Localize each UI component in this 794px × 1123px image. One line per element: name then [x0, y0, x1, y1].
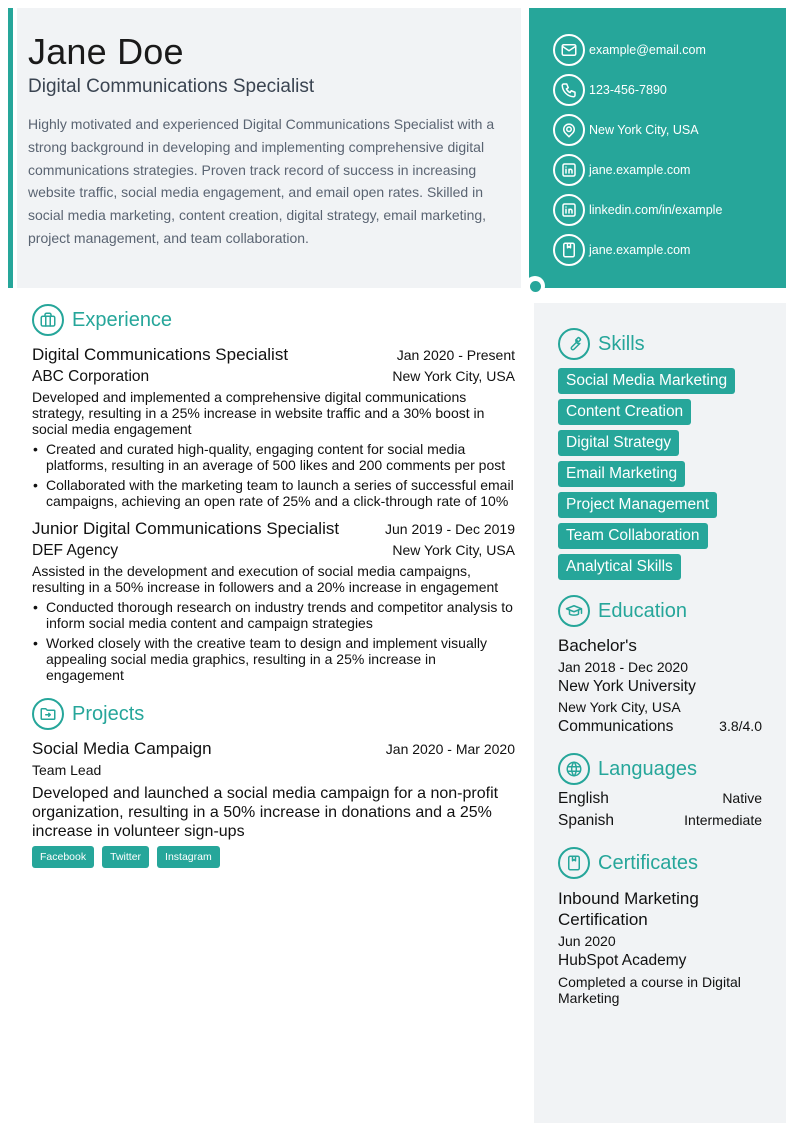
linkedin-icon	[553, 154, 585, 186]
certificate-icon	[558, 847, 590, 879]
main-column	[32, 303, 515, 868]
education-dates: Jan 2018 - Dec 2020	[558, 659, 688, 675]
contact-location	[529, 110, 786, 150]
certificate-name: Inbound Marketing Certification	[558, 889, 699, 929]
skill-chip: Content Creation	[558, 399, 691, 425]
languages-list	[558, 790, 762, 830]
education-location: New York City, USA	[558, 699, 681, 715]
skill-chip: Social Media Marketing	[558, 368, 735, 394]
contact-phone-text: 123-456-7890	[589, 83, 667, 97]
language-level: Native	[722, 790, 762, 806]
project-entry	[32, 739, 515, 868]
language-name: Spanish	[558, 812, 615, 829]
project-tag: Instagram	[157, 846, 220, 868]
job-dates: Jan 2020 - Present	[396, 347, 515, 363]
experience-heading	[32, 303, 515, 337]
languages-heading	[558, 752, 762, 786]
sidebar	[534, 303, 786, 1123]
candidate-name: Jane Doe	[28, 31, 184, 72]
education-title: Education	[598, 599, 687, 622]
contact-linkedin[interactable]	[529, 190, 786, 230]
phone-icon	[553, 74, 585, 106]
job-bullet: • Collaborated with the marketing team to launch a series of successful email campaigns, achieving an open rate of 25% and a click-through rate of 10%	[32, 477, 515, 509]
contact-linkedin-text: linkedin.com/in/example	[589, 203, 723, 217]
education-entry	[558, 636, 762, 736]
education-school: New York University	[558, 678, 696, 695]
job-company: DEF Agency	[32, 542, 119, 559]
job-bullet: • Created and curated high-quality, engaging content for social media platforms, resulting in an average of 500 likes and 200 comments per post	[32, 441, 515, 473]
globe-icon	[558, 753, 590, 785]
project-dates: Jan 2020 - Mar 2020	[385, 741, 515, 757]
header-accent-bar	[8, 8, 13, 288]
website-icon	[553, 234, 585, 266]
job-bullet: • Conducted thorough research on industry trends and competitor analysis to inform social media content and campaign strategies	[32, 599, 515, 631]
skill-chip: Team Collaboration	[558, 523, 708, 549]
certificates-title: Certificates	[598, 851, 699, 874]
contact-phone[interactable]	[529, 70, 786, 110]
job-summary: Assisted in the development and execution of social media campaigns, resulting in a 50% increase in followers and a 20% increase in engagement	[32, 563, 499, 595]
education-gpa: 3.8/4.0	[719, 718, 762, 734]
skills-list	[558, 368, 762, 580]
briefcase-icon	[32, 304, 64, 336]
skill-chip: Digital Strategy	[558, 430, 679, 456]
project-tag: Facebook	[32, 846, 94, 868]
education-field: Communications	[558, 718, 674, 735]
contact-website-text: jane.example.com	[589, 163, 691, 177]
folder-icon	[32, 698, 64, 730]
experience-entry	[32, 519, 515, 683]
location-icon	[553, 114, 585, 146]
wrench-icon	[558, 328, 590, 360]
job-location: New York City, USA	[392, 368, 515, 384]
job-title: Digital Communications Specialist	[32, 345, 289, 364]
education-heading	[558, 594, 762, 628]
job-summary: Developed and implemented a comprehensive digital communications strategy, resulting in a 25% increase in website traffic and a 30% boost in social media engagement	[32, 389, 485, 437]
contact-panel	[529, 8, 786, 288]
contact-website[interactable]	[529, 150, 786, 190]
job-title: Junior Digital Communications Specialist	[32, 519, 340, 538]
email-icon	[553, 34, 585, 66]
certificate-issuer: HubSpot Academy	[558, 952, 687, 969]
project-tags	[32, 846, 515, 868]
project-description: Developed and launched a social media campaign for a non-profit organization, resulting in a 50% increase in donations and a 25% increase in volunteer sign-ups	[32, 785, 499, 840]
experience-title: Experience	[72, 308, 173, 331]
certificate-description: Completed a course in Digital Marketing	[558, 974, 741, 1006]
projects-title: Projects	[72, 702, 145, 725]
language-level: Intermediate	[684, 812, 762, 828]
skills-title: Skills	[598, 332, 645, 355]
job-company: ABC Corporation	[32, 368, 150, 385]
job-dates: Jun 2019 - Dec 2019	[385, 521, 515, 537]
language-name: English	[558, 790, 609, 807]
certificate-date: Jun 2020	[558, 933, 616, 949]
linkedin-icon	[553, 194, 585, 226]
contact-portfolio[interactable]	[529, 230, 786, 270]
contact-portfolio-text: jane.example.com	[589, 243, 691, 257]
job-bullet: • Worked closely with the creative team to design and implement visually appealing social media graphics, resulting in a 25% increase in engagement	[32, 635, 515, 683]
language-item	[558, 790, 762, 808]
languages-title: Languages	[598, 757, 697, 780]
language-item	[558, 812, 762, 830]
project-name: Social Media Campaign	[32, 739, 212, 758]
skill-chip: Analytical Skills	[558, 554, 681, 580]
experience-entry	[32, 345, 515, 509]
project-role: Team Lead	[32, 762, 102, 778]
certificate-entry	[558, 888, 762, 1006]
contact-location-text: New York City, USA	[589, 123, 699, 137]
contact-email[interactable]	[529, 30, 786, 70]
graduation-cap-icon	[558, 595, 590, 627]
candidate-title: Digital Communications Specialist	[28, 76, 315, 97]
header-panel	[17, 8, 521, 288]
timeline-connector-dot	[525, 276, 545, 296]
skills-heading	[558, 327, 762, 361]
project-tag: Twitter	[102, 846, 149, 868]
contact-email-text: example@email.com	[589, 43, 706, 57]
education-degree: Bachelor's	[558, 636, 637, 655]
certificates-heading	[558, 846, 762, 880]
skill-chip: Email Marketing	[558, 461, 685, 487]
profile-summary: Highly motivated and experienced Digital Communications Specialist with a strong background in developing and implementing comprehensive digital communications strategies. Proven track record of success in increasing website traffic, social media engagement, and email open rates. Skilled in social media marketing, content creation, digital strategy, email marketing, project management, and team collaboration.	[28, 116, 495, 246]
skill-chip: Project Management	[558, 492, 717, 518]
job-location: New York City, USA	[392, 542, 515, 558]
projects-heading	[32, 697, 515, 731]
